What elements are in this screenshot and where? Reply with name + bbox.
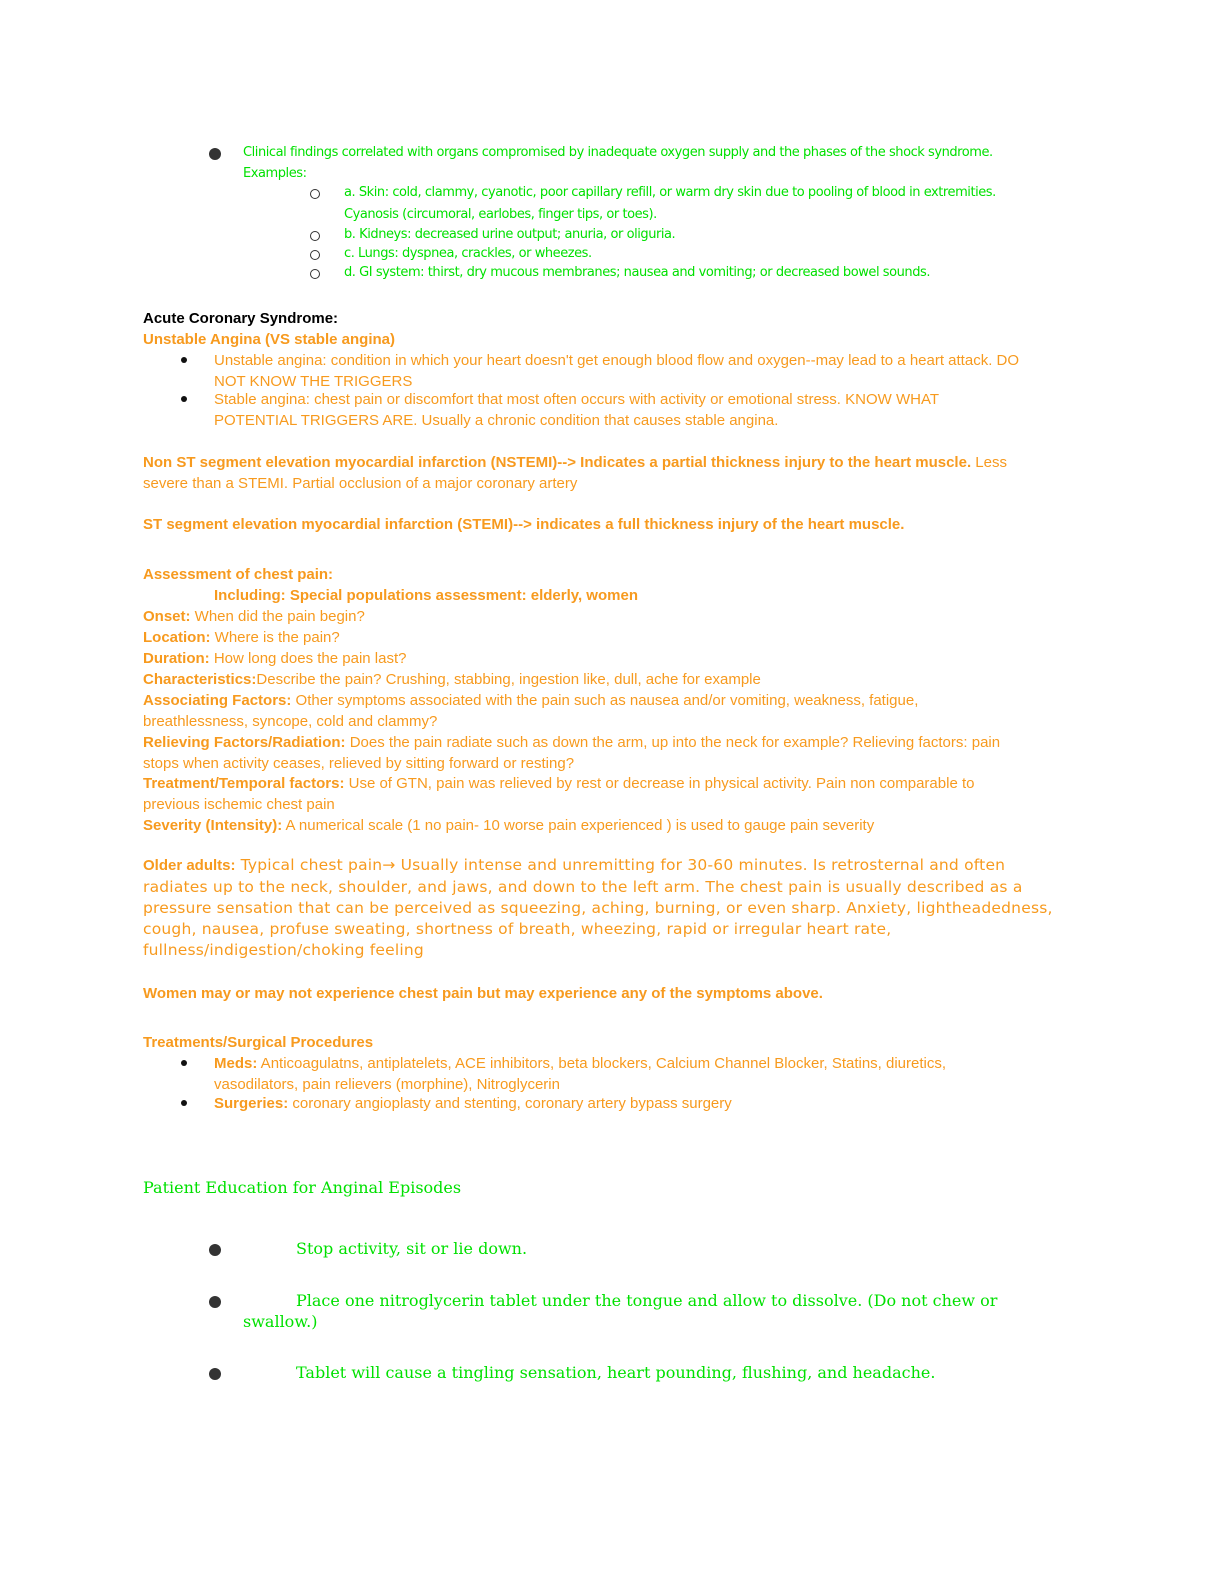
acs-heading: Acute Coronary Syndrome:: [143, 310, 339, 327]
meds-line1: [214, 1053, 946, 1074]
circle-bullet-icon: [310, 269, 320, 279]
unstable-angina-heading: Unstable Angina (VS stable angina): [143, 331, 395, 348]
surgeries-text: coronary angioplasty and stenting, coronary artery bypass surgery: [288, 1095, 732, 1112]
characteristics-label: Characteristics:: [143, 671, 257, 688]
characteristics-text: Describe the pain? Crushing, stabbing, ingestion like, dull, ache for example: [256, 671, 761, 688]
associating-line1: [143, 690, 918, 711]
bullet-dot-icon: [181, 396, 187, 402]
surgeries-label: Surgeries:: [214, 1095, 289, 1112]
women-note: Women may or may not experience chest pain but may experience any of the symptoms above.: [143, 985, 823, 1002]
treatment-temporal-line2: previous ischemic chest pain: [143, 796, 335, 813]
older-adults-line1: [143, 856, 1005, 874]
treatment-temporal-line1: [143, 773, 974, 794]
circle-bullet-icon: [310, 189, 320, 199]
associating-label: Associating Factors:: [143, 692, 292, 709]
bullet-dot-icon: [209, 1368, 221, 1380]
onset-label: Onset:: [143, 608, 191, 625]
location-label: Location:: [143, 629, 211, 646]
shock-intro-line2: Examples:: [243, 166, 307, 181]
bullet-dot-icon: [181, 357, 187, 363]
bullet-dot-icon: [209, 1296, 221, 1308]
education-item-nitro-l1: Place one nitroglycerin tablet under the tongue and allow to dissolve. (Do not chew or: [296, 1291, 998, 1310]
shock-item-kidneys: b. Kidneys: decreased urine output; anuria, or oliguria.: [344, 227, 676, 242]
education-heading: Patient Education for Anginal Episodes: [143, 1178, 462, 1197]
circle-bullet-icon: [310, 231, 320, 241]
unstable-angina-text-l2: NOT KNOW THE TRIGGERS: [214, 373, 413, 390]
treatment-temporal-text: Use of GTN, pain was relieved by rest or decrease in physical activity. Pain non comparable to: [344, 775, 975, 792]
surgeries-line: [214, 1093, 732, 1114]
severity-label: Severity (Intensity):: [143, 817, 283, 834]
shock-item-skin: a. Skin: cold, clammy, cyanotic, poor capillary refill, or warm dry skin due to pooling of blood in extremities.: [344, 185, 996, 200]
older-adults-line5: fullness/indigestion/choking feeling: [143, 941, 424, 959]
shock-item-skin-cont: Cyanosis (circumoral, earlobes, finger tips, or toes).: [344, 207, 657, 222]
characteristics-line: [143, 669, 761, 690]
shock-item-gi: d. GI system: thirst, dry mucous membranes; nausea and vomiting; or decreased bowel sounds.: [344, 265, 931, 280]
relieving-label: Relieving Factors/Radiation:: [143, 734, 346, 751]
nstemi-line1: [143, 452, 1007, 473]
education-item-stop: Stop activity, sit or lie down.: [296, 1239, 528, 1258]
meds-label: Meds:: [214, 1055, 258, 1072]
associating-text: Other symptoms associated with the pain such as nausea and/or vomiting, weakness, fatigue,: [291, 692, 919, 709]
treatments-heading: Treatments/Surgical Procedures: [143, 1034, 374, 1051]
shock-item-lungs: c. Lungs: dyspnea, crackles, or wheezes.: [344, 246, 592, 261]
unstable-angina-text-l1: Unstable angina: condition in which your heart doesn't get enough blood flow and oxygen--may lead to a heart attack. DO: [214, 352, 1020, 369]
nstemi-line2: severe than a STEMI. Partial occlusion of a major coronary artery: [143, 475, 578, 492]
assessment-including: Including: Special populations assessment: elderly, women: [214, 587, 638, 604]
meds-line2: vasodilators, pain relievers (morphine), Nitroglycerin: [214, 1076, 560, 1093]
stable-angina-text-l2: POTENTIAL TRIGGERS ARE. Usually a chronic condition that causes stable angina.: [214, 412, 779, 429]
bullet-dot-icon: [181, 1100, 187, 1106]
duration-line: [143, 648, 406, 669]
relieving-line1: [143, 732, 1000, 753]
education-item-tablet: Tablet will cause a tingling sensation, heart pounding, flushing, and headache.: [296, 1363, 936, 1382]
bullet-dot-icon: [209, 148, 221, 160]
duration-text: How long does the pain last?: [209, 650, 407, 667]
nstemi-bold: Non ST segment elevation myocardial infarction (NSTEMI)--> Indicates a partial thickness injury to the heart muscle.: [143, 454, 972, 471]
location-text: Where is the pain?: [210, 629, 340, 646]
older-adults-line3: pressure sensation that can be perceived as squeezing, aching, burning, or even sharp. Anxiety, lightheadedness,: [143, 899, 1053, 917]
older-adults-line2: radiates up to the neck, shoulder, and jaws, and down to the left arm. The chest pain is usually described as a: [143, 878, 1023, 896]
meds-text: Anticoagulatns, antiplatelets, ACE inhibitors, beta blockers, Calcium Channel Blocker, Statins, diuretics,: [257, 1055, 947, 1072]
treatment-temporal-label: Treatment/Temporal factors:: [143, 775, 345, 792]
assessment-heading: Assessment of chest pain:: [143, 566, 334, 583]
severity-line: [143, 815, 874, 836]
stable-angina-text-l1: Stable angina: chest pain or discomfort that most often occurs with activity or emotional stress. KNOW WHAT: [214, 391, 939, 408]
shock-intro-line1: Clinical findings correlated with organs compromised by inadequate oxygen supply and the phases of the shock syndrome.: [243, 145, 993, 160]
older-adults-text: Typical chest pain→ Usually intense and unremitting for 30-60 minutes. Is retrosternal and often: [235, 856, 1006, 874]
severity-text: A numerical scale (1 no pain- 10 worse pain experienced ) is used to gauge pain severity: [282, 817, 875, 834]
stemi-text: ST segment elevation myocardial infarction (STEMI)--> indicates a full thickness injury of the heart muscle.: [143, 516, 905, 533]
onset-line: [143, 606, 365, 627]
older-adults-line4: cough, nausea, profuse sweating, shortness of breath, wheezing, rapid or irregular heart rate,: [143, 920, 892, 938]
older-adults-label: Older adults:: [143, 857, 236, 874]
bullet-dot-icon: [181, 1060, 187, 1066]
duration-label: Duration:: [143, 650, 210, 667]
circle-bullet-icon: [310, 250, 320, 260]
location-line: [143, 627, 340, 648]
nstemi-rest: Less: [971, 454, 1007, 471]
associating-line2: breathlessness, syncope, cold and clammy?: [143, 713, 438, 730]
relieving-text: Does the pain radiate such as down the arm, up into the neck for example? Relieving factors: pain: [345, 734, 1001, 751]
onset-text: When did the pain begin?: [190, 608, 365, 625]
relieving-line2: stops when activity ceases, relieved by sitting forward or resting?: [143, 755, 575, 772]
education-item-nitro-l2: swallow.): [243, 1312, 318, 1331]
bullet-dot-icon: [209, 1244, 221, 1256]
